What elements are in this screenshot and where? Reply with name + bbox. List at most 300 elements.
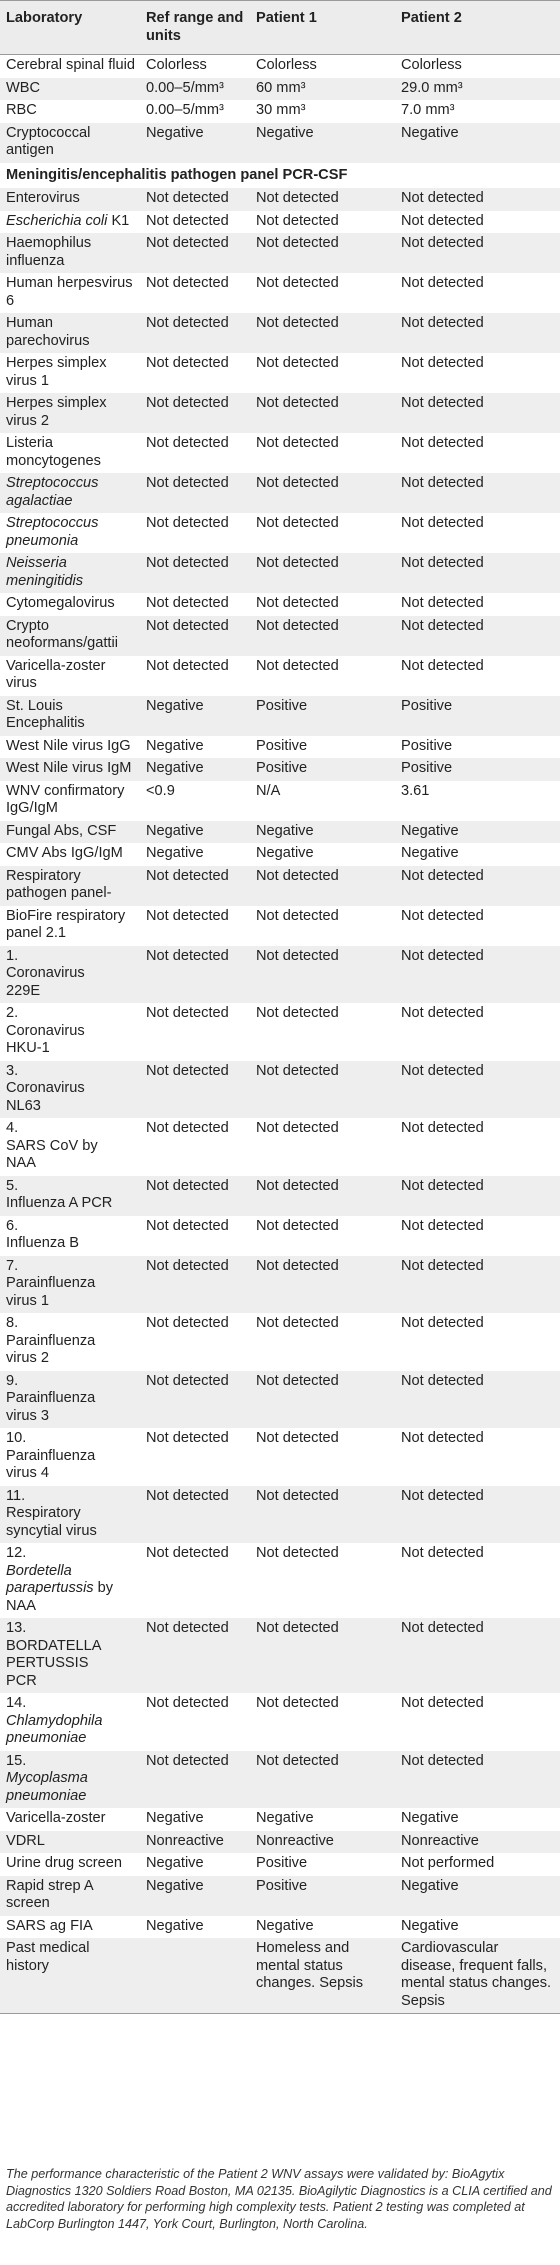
ref-range-cell: Not detected [146, 1005, 229, 1021]
patient-1-cell: Positive [250, 696, 395, 736]
table-row [0, 696, 560, 736]
patient-2-cell: 3.61 [401, 782, 430, 799]
patient-2-cell: Not detected [401, 1005, 484, 1021]
header-laboratory: Laboratory [0, 1, 140, 55]
table-row [0, 1118, 560, 1176]
patient-1-cell: Not detected [250, 616, 395, 656]
table-footnote: The performance characteristic of the Patient 2 WNV assays were validated by: BioAgytix Diagnostics 1320 Soldiers Road Boston, MA 02135. BioAgilytic Diagnostics is a CLIA certified and accredited laboratory for performing high complexity tests. Patient 2 testing was completed at LabCorp Burlington 1447, York Court, Burlington, North Carolina. [6, 2167, 552, 2231]
table-row [0, 553, 560, 593]
table-row [0, 1831, 560, 1854]
laboratory-name-italic: Mycoplasma pneumoniae [6, 1770, 88, 1804]
ref-range-cell: Not detected [146, 1120, 229, 1136]
ref-range-cell: Negative [146, 1810, 204, 1826]
item-number: 7. [6, 1257, 19, 1274]
table-row [0, 211, 560, 234]
laboratory-name: Respiratory syncytial virus [6, 1505, 97, 1539]
laboratory-name: Coronavirus NL63 [6, 1080, 85, 1114]
patient-1-cell: Nonreactive [250, 1831, 395, 1854]
laboratory-cell [0, 1808, 140, 1831]
ref-range-cell: Negative [140, 1876, 250, 1916]
laboratory-name-italic: Bordetella parapertussis [6, 1562, 94, 1596]
table-row [0, 906, 560, 946]
patient-1-cell: Negative [250, 821, 395, 844]
table-row [0, 188, 560, 211]
patient-2-cell: Not detected [401, 657, 484, 674]
laboratory-name: Varicella-zoster [6, 1810, 106, 1826]
patient-1-cell: Not detected [250, 1371, 395, 1429]
laboratory-name: CMV Abs IgG/IgM [6, 845, 123, 861]
patient-2-cell: Cardiovascular disease, frequent falls, mental status changes. Sepsis [395, 1938, 560, 2014]
laboratory-name: WBC [6, 79, 41, 96]
laboratory-name: Herpes simplex virus 2 [6, 395, 107, 429]
patient-1-cell: Not detected [256, 212, 339, 229]
laboratory-name: Cryptococcal antigen [6, 124, 91, 158]
ref-range-cell: Negative [146, 845, 204, 861]
item-number: 1. [6, 947, 19, 964]
ref-range-cell: Negative [140, 123, 250, 163]
patient-2-cell: 29.0 mm³ [395, 78, 560, 101]
laboratory-name: West Nile virus IgM [6, 760, 132, 776]
laboratory-name-italic: Chlamydophila pneumoniae [6, 1712, 103, 1746]
laboratory-name-wrap [6, 1080, 118, 1115]
laboratory-cell [0, 1751, 140, 1809]
laboratory-name: Influenza B [6, 1235, 80, 1251]
patient-2-cell: Not detected [401, 435, 484, 451]
patient-2-cell: Not detected [401, 275, 484, 291]
laboratory-cell [0, 821, 140, 844]
laboratory-name-wrap [6, 1448, 118, 1483]
laboratory-cell [0, 1003, 140, 1061]
patient-1-cell: Not detected [250, 188, 395, 211]
laboratory-cell [0, 1916, 140, 1939]
laboratory-cell [0, 1831, 140, 1854]
table-row [0, 273, 560, 313]
patient-1-cell: Negative [256, 845, 314, 861]
patient-2-cell: Not detected [395, 233, 560, 273]
patient-1-cell: Not detected [250, 393, 395, 433]
table-row [0, 473, 560, 513]
laboratory-name: SARS ag FIA [6, 1917, 93, 1934]
patient-2-cell: Positive [395, 758, 560, 781]
laboratory-cell [0, 273, 140, 313]
laboratory-name-wrap [6, 1505, 118, 1540]
item-number: 11. [6, 1487, 26, 1504]
item-number: 14. [6, 1695, 27, 1711]
laboratory-name: Haemophilus influenza [6, 235, 92, 269]
patient-1-cell: Negative [256, 1810, 314, 1826]
laboratory-cell [0, 100, 140, 123]
laboratory-name: Parainfluenza virus 1 [6, 1275, 96, 1309]
laboratory-cell [0, 78, 140, 101]
laboratory-name-wrap [6, 1770, 118, 1805]
laboratory-cell [0, 188, 140, 211]
patient-2-cell: Negative [395, 821, 560, 844]
table-row [0, 1216, 560, 1256]
ref-range-cell: Not detected [140, 866, 250, 906]
laboratory-cell [0, 1118, 140, 1176]
ref-range-cell: Not detected [146, 275, 229, 291]
table-row [0, 1003, 560, 1061]
patient-1-cell: Not detected [250, 1751, 395, 1809]
laboratory-cell [0, 906, 140, 946]
laboratory-cell [0, 866, 140, 906]
ref-range-cell: Not detected [140, 473, 250, 513]
patient-2-cell: Not detected [395, 1176, 560, 1216]
table-row [0, 821, 560, 844]
table-row [0, 736, 560, 759]
patient-1-cell: Not detected [256, 1005, 339, 1021]
laboratory-name-suffix: by NAA [6, 1580, 114, 1614]
ref-range-cell: Negative [146, 1917, 204, 1934]
patient-1-cell: Not detected [250, 1256, 395, 1314]
ref-range-cell: Not detected [146, 907, 229, 924]
laboratory-name: Respiratory pathogen panel- [6, 867, 112, 901]
ref-range-cell: Not detected [140, 1751, 250, 1809]
ref-range-cell: Colorless [146, 57, 207, 73]
laboratory-cell [0, 211, 140, 234]
ref-range-cell [140, 1938, 250, 2014]
laboratory-cell [0, 1876, 140, 1916]
laboratory-name: Parainfluenza virus 2 [6, 1332, 96, 1366]
table-row [0, 593, 560, 616]
laboratory-name: West Nile virus IgG [6, 737, 131, 754]
ref-range-cell: 0.00–5/mm³ [140, 78, 250, 101]
patient-1-cell: N/A [256, 782, 281, 799]
patient-2-cell: Not detected [395, 1486, 560, 1544]
laboratory-cell [0, 1313, 140, 1371]
patient-1-cell: Not detected [256, 355, 339, 371]
laboratory-name: St. Louis Encephalitis [6, 697, 85, 731]
ref-range-cell: <0.9 [146, 782, 175, 799]
laboratory-cell [0, 1256, 140, 1314]
ref-range-cell: Not detected [140, 616, 250, 656]
laboratory-cell [0, 1693, 140, 1751]
patient-1-cell: Not detected [250, 233, 395, 273]
table-row [0, 1061, 560, 1119]
laboratory-name: Parainfluenza virus 3 [6, 1390, 96, 1424]
laboratory-cell [0, 353, 140, 393]
laboratory-cell [0, 233, 140, 273]
laboratory-name: VDRL [6, 1832, 45, 1849]
table-row [0, 55, 560, 78]
laboratory-name-wrap [6, 1023, 118, 1058]
patient-2-cell: Not detected [401, 212, 484, 229]
table-row [0, 1618, 560, 1693]
patient-2-cell: Not detected [401, 1695, 484, 1711]
table-row [0, 313, 560, 353]
table-row [0, 866, 560, 906]
table-row [0, 781, 560, 821]
patient-1-cell: Positive [250, 1876, 395, 1916]
ref-range-cell: Not detected [140, 1371, 250, 1429]
laboratory-name: Enterovirus [6, 190, 80, 206]
laboratory-cell [0, 1216, 140, 1256]
laboratory-cell [0, 616, 140, 656]
patient-1-cell: Homeless and mental status changes. Sepsis [250, 1938, 395, 2014]
table-row [0, 1938, 560, 2014]
ref-range-cell: Not detected [140, 946, 250, 1004]
patient-1-cell: Not detected [250, 866, 395, 906]
laboratory-name: Coronavirus 229E [6, 965, 85, 999]
patient-1-cell: Not detected [250, 1618, 395, 1693]
patient-1-cell: Not detected [250, 1061, 395, 1119]
item-number: 6. [6, 1217, 19, 1234]
ref-range-cell: Negative [140, 821, 250, 844]
laboratory-name: Past medical history [6, 1940, 90, 1974]
patient-2-cell: Not detected [401, 515, 484, 531]
patient-1-cell: Not detected [256, 1430, 339, 1446]
laboratory-name-wrap [6, 1138, 118, 1173]
laboratory-cell [0, 843, 140, 866]
ref-range-cell: Not detected [146, 595, 229, 611]
ref-range-cell: Not detected [146, 515, 229, 531]
laboratory-name-wrap [6, 1275, 118, 1310]
table-row [0, 1751, 560, 1809]
item-number: 2. [6, 1005, 19, 1021]
laboratory-name-italic: Streptococcus agalactiae [6, 475, 99, 509]
laboratory-cell [0, 781, 140, 821]
laboratory-name: Cerebral spinal fluid [6, 57, 135, 73]
ref-range-cell: Negative [140, 696, 250, 736]
item-number: 9. [6, 1372, 19, 1389]
ref-range-cell: 0.00–5/mm³ [146, 102, 224, 118]
laboratory-cell [0, 696, 140, 736]
ref-range-cell: Negative [140, 758, 250, 781]
patient-2-cell: Not detected [395, 473, 560, 513]
patient-1-cell: Positive [256, 1855, 308, 1871]
laboratory-name: Urine drug screen [6, 1855, 122, 1871]
patient-2-cell: Nonreactive [395, 1831, 560, 1854]
laboratory-name: Human herpesvirus 6 [6, 275, 133, 309]
patient-2-cell: Not performed [401, 1855, 495, 1871]
ref-range-cell: Not detected [140, 553, 250, 593]
ref-range-cell: Not detected [146, 355, 229, 371]
laboratory-cell [0, 656, 140, 696]
table-row [0, 1808, 560, 1831]
table-row [0, 1371, 560, 1429]
section-header-row [0, 163, 560, 189]
table-row [0, 946, 560, 1004]
laboratory-name: WNV confirmatory IgG/IgM [6, 782, 125, 816]
laboratory-name: Rapid strep A screen [6, 1877, 93, 1911]
table-row [0, 843, 560, 866]
laboratory-cell [0, 758, 140, 781]
header-ref-range: Ref range and units [140, 1, 250, 55]
laboratory-cell [0, 553, 140, 593]
table-row [0, 100, 560, 123]
item-number: 10. [6, 1430, 27, 1446]
laboratory-name: Cytomegalovirus [6, 595, 115, 611]
item-number: 15. [6, 1752, 27, 1769]
laboratory-name: BioFire respiratory panel 2.1 [6, 907, 126, 941]
ref-range-cell: Not detected [146, 657, 229, 674]
ref-range-cell: Not detected [140, 233, 250, 273]
table-header [0, 1, 560, 55]
patient-2-cell: Positive [401, 737, 453, 754]
laboratory-name-wrap [6, 1713, 118, 1748]
patient-2-cell: Not detected [395, 866, 560, 906]
laboratory-cell [0, 55, 140, 78]
laboratory-name-wrap [6, 1390, 118, 1425]
laboratory-name: Crypto neoformans/gattii [6, 617, 118, 651]
patient-1-cell: Not detected [250, 313, 395, 353]
table-row [0, 1693, 560, 1751]
ref-range-cell: Not detected [140, 1486, 250, 1544]
ref-range-cell: Not detected [146, 1545, 229, 1561]
table-row [0, 353, 560, 393]
patient-1-cell: Colorless [256, 57, 317, 73]
laboratory-cell [0, 313, 140, 353]
patient-2-cell: Negative [395, 123, 560, 163]
patient-2-cell: Positive [395, 696, 560, 736]
item-number: 4. [6, 1120, 19, 1136]
patient-1-cell: Not detected [250, 1486, 395, 1544]
laboratory-cell [0, 513, 140, 553]
laboratory-name-suffix: K1 [107, 212, 130, 229]
patient-2-cell: Not detected [395, 393, 560, 433]
patient-2-cell: Not detected [401, 355, 484, 371]
patient-1-cell: Positive [250, 758, 395, 781]
table-row [0, 1313, 560, 1371]
patient-1-cell: Not detected [256, 435, 339, 451]
table-row [0, 758, 560, 781]
patient-1-cell: Negative [256, 1917, 314, 1934]
laboratory-cell [0, 1853, 140, 1876]
item-number: 12. [6, 1545, 27, 1561]
patient-2-cell: Not detected [395, 553, 560, 593]
patient-1-cell: Not detected [250, 473, 395, 513]
laboratory-name-wrap [6, 1333, 118, 1368]
table-row [0, 1256, 560, 1314]
table-row [0, 433, 560, 473]
patient-1-cell: Not detected [256, 515, 339, 531]
table-row [0, 1543, 560, 1618]
table-row [0, 1428, 560, 1486]
ref-range-cell: Not detected [140, 313, 250, 353]
laboratory-cell [0, 1938, 140, 2014]
laboratory-name: Listeria moncytogenes [6, 435, 101, 469]
laboratory-name-wrap [6, 965, 118, 1000]
patient-2-cell: Not detected [401, 595, 484, 611]
laboratory-cell [0, 1428, 140, 1486]
patient-2-cell: Not detected [395, 946, 560, 1004]
table-row [0, 233, 560, 273]
laboratory-cell [0, 736, 140, 759]
patient-1-cell: Not detected [256, 1217, 339, 1234]
patient-1-cell: Not detected [256, 1315, 339, 1331]
item-number: 8. [6, 1315, 19, 1331]
laboratory-name: BORDATELLA PERTUSSIS PCR [6, 1637, 101, 1689]
laboratory-name: RBC [6, 102, 37, 118]
patient-2-cell: Not detected [395, 188, 560, 211]
laboratory-name: Human parechovirus [6, 315, 90, 349]
patient-1-cell: Not detected [256, 595, 339, 611]
patient-2-cell: Not detected [401, 1430, 484, 1446]
patient-2-cell: Colorless [401, 57, 462, 73]
patient-1-cell: Positive [256, 737, 308, 754]
laboratory-cell [0, 1618, 140, 1693]
laboratory-cell [0, 433, 140, 473]
laboratory-cell [0, 393, 140, 433]
patient-2-cell: Not detected [395, 616, 560, 656]
patient-1-cell: Negative [250, 123, 395, 163]
laboratory-name-wrap [6, 1563, 118, 1616]
ref-range-cell: Not detected [140, 1061, 250, 1119]
laboratory-name: Varicella-zoster virus [6, 657, 106, 691]
header-row [0, 1, 560, 55]
item-number: 5. [6, 1177, 19, 1194]
patient-2-cell: 7.0 mm³ [401, 102, 455, 118]
patient-1-cell: 30 mm³ [256, 102, 306, 118]
laboratory-cell [0, 1543, 140, 1618]
laboratory-cell [0, 946, 140, 1004]
patient-2-cell: Not detected [395, 1371, 560, 1429]
patient-2-cell: Not detected [401, 1545, 484, 1561]
item-number: 13. [6, 1620, 27, 1636]
laboratory-name: Influenza A PCR [6, 1195, 113, 1211]
table-row [0, 1486, 560, 1544]
ref-range-cell: Not detected [140, 188, 250, 211]
ref-range-cell: Not detected [140, 1256, 250, 1314]
ref-range-cell: Not detected [146, 1315, 229, 1331]
ref-range-cell: Not detected [140, 1618, 250, 1693]
header-patient-1: Patient 1 [250, 1, 395, 55]
patient-1-cell: Not detected [256, 1695, 339, 1711]
table-row [0, 78, 560, 101]
laboratory-name-italic: Escherichia coli [6, 212, 108, 229]
laboratory-name: Fungal Abs, CSF [6, 822, 117, 839]
table-body [0, 55, 560, 2014]
item-number: 3. [6, 1062, 19, 1079]
laboratory-name-italic: Neisseria meningitidis [6, 555, 84, 589]
laboratory-name: Parainfluenza virus 4 [6, 1447, 96, 1481]
ref-range-cell: Negative [146, 1855, 204, 1871]
patient-1-cell: Not detected [256, 1120, 339, 1136]
laboratory-name: SARS CoV by NAA [6, 1137, 98, 1171]
table-row [0, 1876, 560, 1916]
laboratory-name: Coronavirus HKU-1 [6, 1022, 85, 1056]
laboratory-name-wrap [6, 1235, 118, 1253]
patient-2-cell: Not detected [401, 1120, 484, 1136]
table-row [0, 656, 560, 696]
patient-2-cell: Not detected [395, 1256, 560, 1314]
ref-range-cell: Negative [146, 737, 204, 754]
ref-range-cell: Not detected [146, 435, 229, 451]
laboratory-cell [0, 473, 140, 513]
patient-1-cell: 60 mm³ [250, 78, 395, 101]
patient-1-cell: Not detected [256, 275, 339, 291]
table-row [0, 1916, 560, 1939]
patient-2-cell: Not detected [401, 1217, 484, 1234]
patient-1-cell: Not detected [250, 946, 395, 1004]
patient-2-cell: Not detected [395, 1061, 560, 1119]
laboratory-cell [0, 1061, 140, 1119]
laboratory-cell [0, 1176, 140, 1216]
patient-1-cell: Not detected [256, 657, 339, 674]
patient-2-cell: Negative [401, 1810, 459, 1826]
laboratory-cell [0, 1486, 140, 1544]
patient-2-cell: Not detected [395, 1618, 560, 1693]
laboratory-cell [0, 593, 140, 616]
header-patient-2: Patient 2 [395, 1, 560, 55]
patient-2-cell: Not detected [401, 907, 484, 924]
laboratory-name-wrap [6, 1638, 118, 1691]
section-title: Meningitis/encephalitis pathogen panel PCR-CSF [6, 166, 348, 183]
table-row [0, 1853, 560, 1876]
patient-2-cell: Not detected [395, 1751, 560, 1809]
ref-range-cell: Not detected [146, 1695, 229, 1711]
ref-range-cell: Not detected [140, 393, 250, 433]
